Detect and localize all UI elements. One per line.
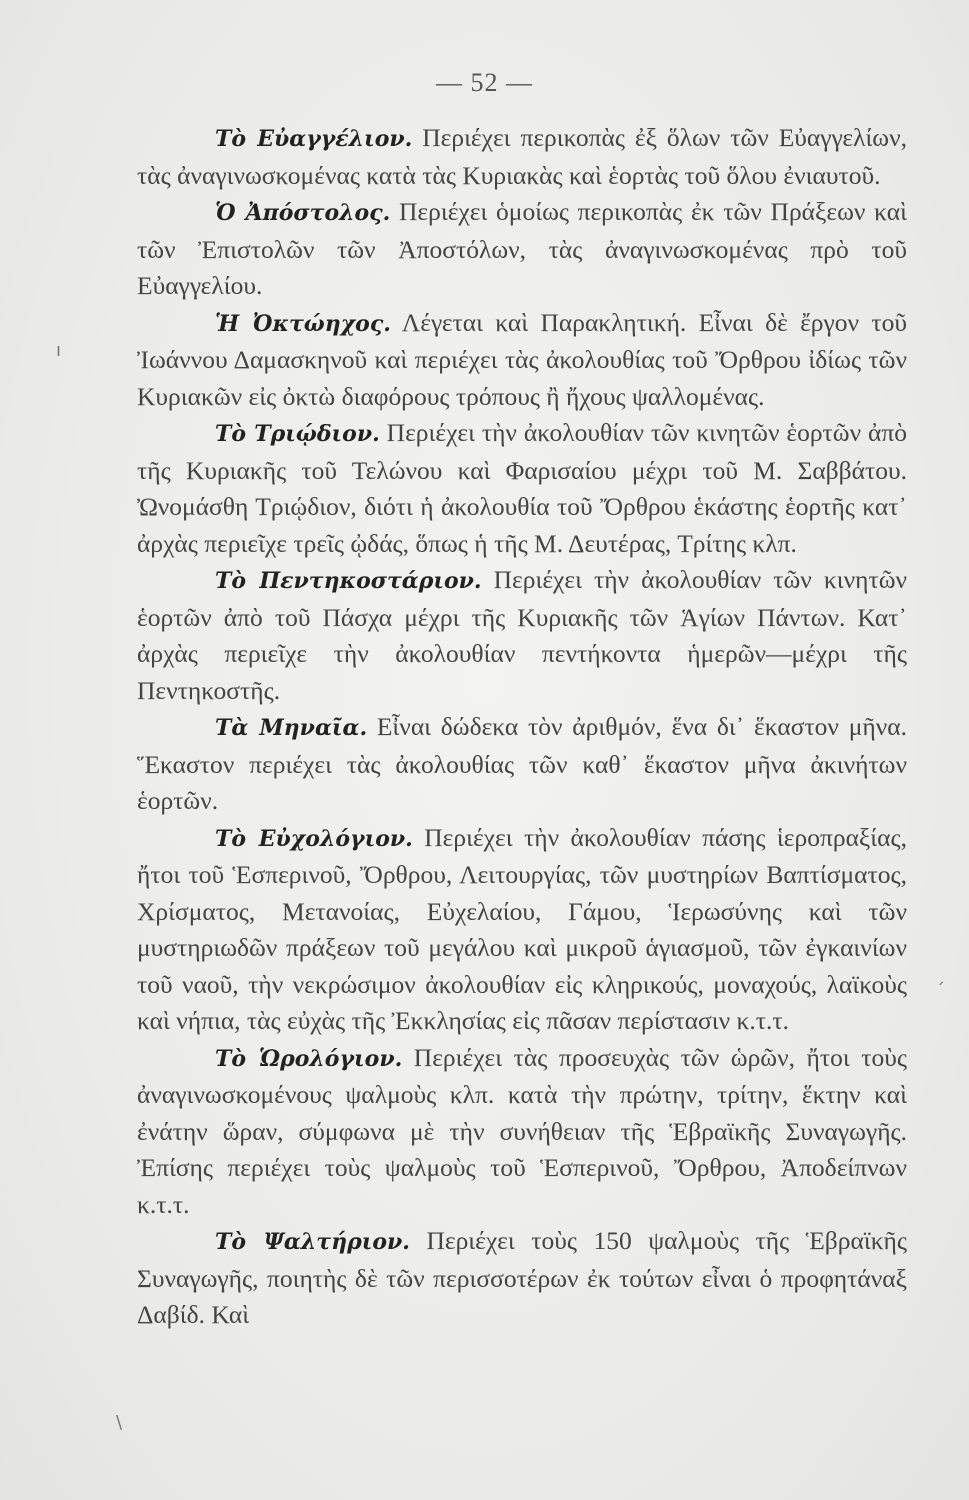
entry-title: Τὸ Εὐχολόγιον. — [215, 825, 413, 852]
entry-pentekostarion — [137, 562, 907, 709]
entry-apostolos — [137, 194, 907, 305]
entry-title: Τὸ Ψαλτήριον. — [215, 1229, 410, 1255]
entry-text: Εἶναι δώδεκα τὸν ἀριθμόν, ἕνα δι᾿ ἕκαστον μῆνα. Ἕκαστον περιέχει τὰς ἀκολουθίας τῶν καθ᾿ ἕκαστον μῆνα ἀκινήτων ἑορτῶν. — [137, 712, 907, 815]
entry-title: Τὸ Τριῴδιον. — [215, 421, 380, 447]
entry-text: Περιέχει τὰς προσευχὰς τῶν ὡρῶν, ἤτοι τοὺς ἀναγινωσκομένους ψαλμοὺς κλπ. κατὰ τὴν πρώτην, τρίτην, ἕκτην καὶ ἐνάτην ὥραν, σύμφωνα μὲ τὴν συνήθειαν τῆς Ἑβραϊκῆς Συναγωγῆς. Ἐπίσης περιέχει τοὺς ψαλμοὺς τοῦ Ἑσπερινοῦ, Ὄρθρου, Ἀποδείπνων κ.τ.τ. — [137, 1042, 907, 1219]
entry-text: Περιέχει τοὺς 150 ψαλμοὺς τῆς Ἑβραϊκῆς Συναγωγῆς, ποιητὴς δὲ τῶν περισσοτέρων ἐκ τούτων εἶναι ὁ προφητάναξ Δαβίδ. Καὶ — [137, 1226, 907, 1329]
page-number: — 52 — — [436, 68, 533, 97]
margin-speck: ı — [56, 340, 62, 361]
entry-text: Περιέχει περικοπὰς ἐξ ὅλων τῶν Εὐαγγελίων, τὰς ἀναγινωσκομένας κατὰ τὰς Κυριακὰς καὶ ἑορτὰς τοῦ ὅλου ἐνιαυτοῦ. — [137, 123, 907, 190]
entry-horologion — [137, 1040, 907, 1224]
entry-text: Περιέχει τὴν ἀκολουθίαν τῶν κινητῶν ἑορτῶν ἀπὸ τοῦ Πάσχα μέχρι τῆς Κυριακῆς τῶν Ἁγίων Πάντων. Κατ᾿ ἀρχὰς περιεῖχε τὴν ἀκολουθίαν πεντήκοντα ἡμερῶν—μέχρι τῆς Πεντηκοστῆς. — [137, 565, 908, 705]
entry-triodion — [137, 415, 907, 562]
entry-title: Τὸ Πεντηκοστάριον. — [215, 568, 482, 594]
entry-psalterion — [137, 1223, 907, 1334]
entry-evangelion — [137, 120, 907, 194]
entry-text: Περιέχει τὴν ἀκολουθίαν τῶν κινητῶν ἑορτῶν ἀπὸ τῆς Κυριακῆς τοῦ Τελώνου καὶ Φαρισαίου μέχρι τοῦ Μ. Σαββάτου. Ὠνομάσθη Τριῴδιον, διότι ἡ ἀκολουθία τοῦ Ὄρθρου ἑκάστης ἑορτῆς κατ᾿ ἀρχὰς περιεῖχε τρεῖς ᾠδάς, ὅπως ἡ τῆς Μ. Δευτέρας, Τρίτης κλπ. — [137, 418, 907, 558]
entry-text: Περιέχει ὁμοίως περικοπὰς ἐκ τῶν Πράξεων καὶ τῶν Ἐπιστολῶν τῶν Ἀποστόλων, τὰς ἀναγινωσκομένας πρὸ τοῦ Εὐαγγελίου. — [137, 197, 907, 300]
entry-text: Περιέχει τὴν ἀκολουθίαν πάσης ἱεροπραξίας, ἤτοι τοῦ Ἑσπερινοῦ, Ὄρθρου, Λειτουργίας, τῶν μυστηρίων Βαπτίσματος, Χρίσματος, Μετανοίας, Εὐχελαίου, Γάμου, Ἱερωσύνης καὶ τῶν μυστηριωδῶν πράξεων τοῦ μεγάλου καὶ μικροῦ ἁγιασμοῦ, τῶν ἐγκαινίων τοῦ ναοῦ, τὴν νεκρώσιμον ἀκολουθίαν εἰς κληρικούς, μοναχούς, λαϊκοὺς καὶ νήπια, τὰς εὐχὰς τῆς Ἐκκλησίας εἰς πᾶσαν περίστασιν κ.τ.τ. — [137, 822, 907, 1035]
entry-title: Τὸ Εὐαγγέλιον. — [215, 126, 413, 152]
entry-text: Λέγεται καὶ Παρακλητική. Εἶναι δὲ ἔργον τοῦ Ἰωάννου Δαμασκηνοῦ καὶ περιέχει τὰς ἀκολουθίας τοῦ Ὄρθρου ἰδίως τῶν Κυριακῶν εἰς ὀκτὼ διαφόρους τρόπους ἢ ἤχους ψαλλομένας. — [137, 307, 907, 411]
margin-speck: ˊ — [936, 980, 945, 1001]
entry-euchologion — [137, 820, 907, 1040]
page-body — [137, 120, 907, 1334]
entry-title: Τὸ Ὡρολόγιον. — [215, 1045, 403, 1072]
entry-title: Ὁ Ἀπόστολος. — [215, 200, 391, 226]
entry-title: Τὰ Μηναῖα. — [215, 715, 368, 741]
margin-speck: \ — [116, 1412, 123, 1433]
entry-menaia — [137, 709, 907, 820]
entry-oktoechos — [137, 305, 907, 416]
entry-title: Ἡ Ὀκτώηχος. — [215, 310, 391, 337]
